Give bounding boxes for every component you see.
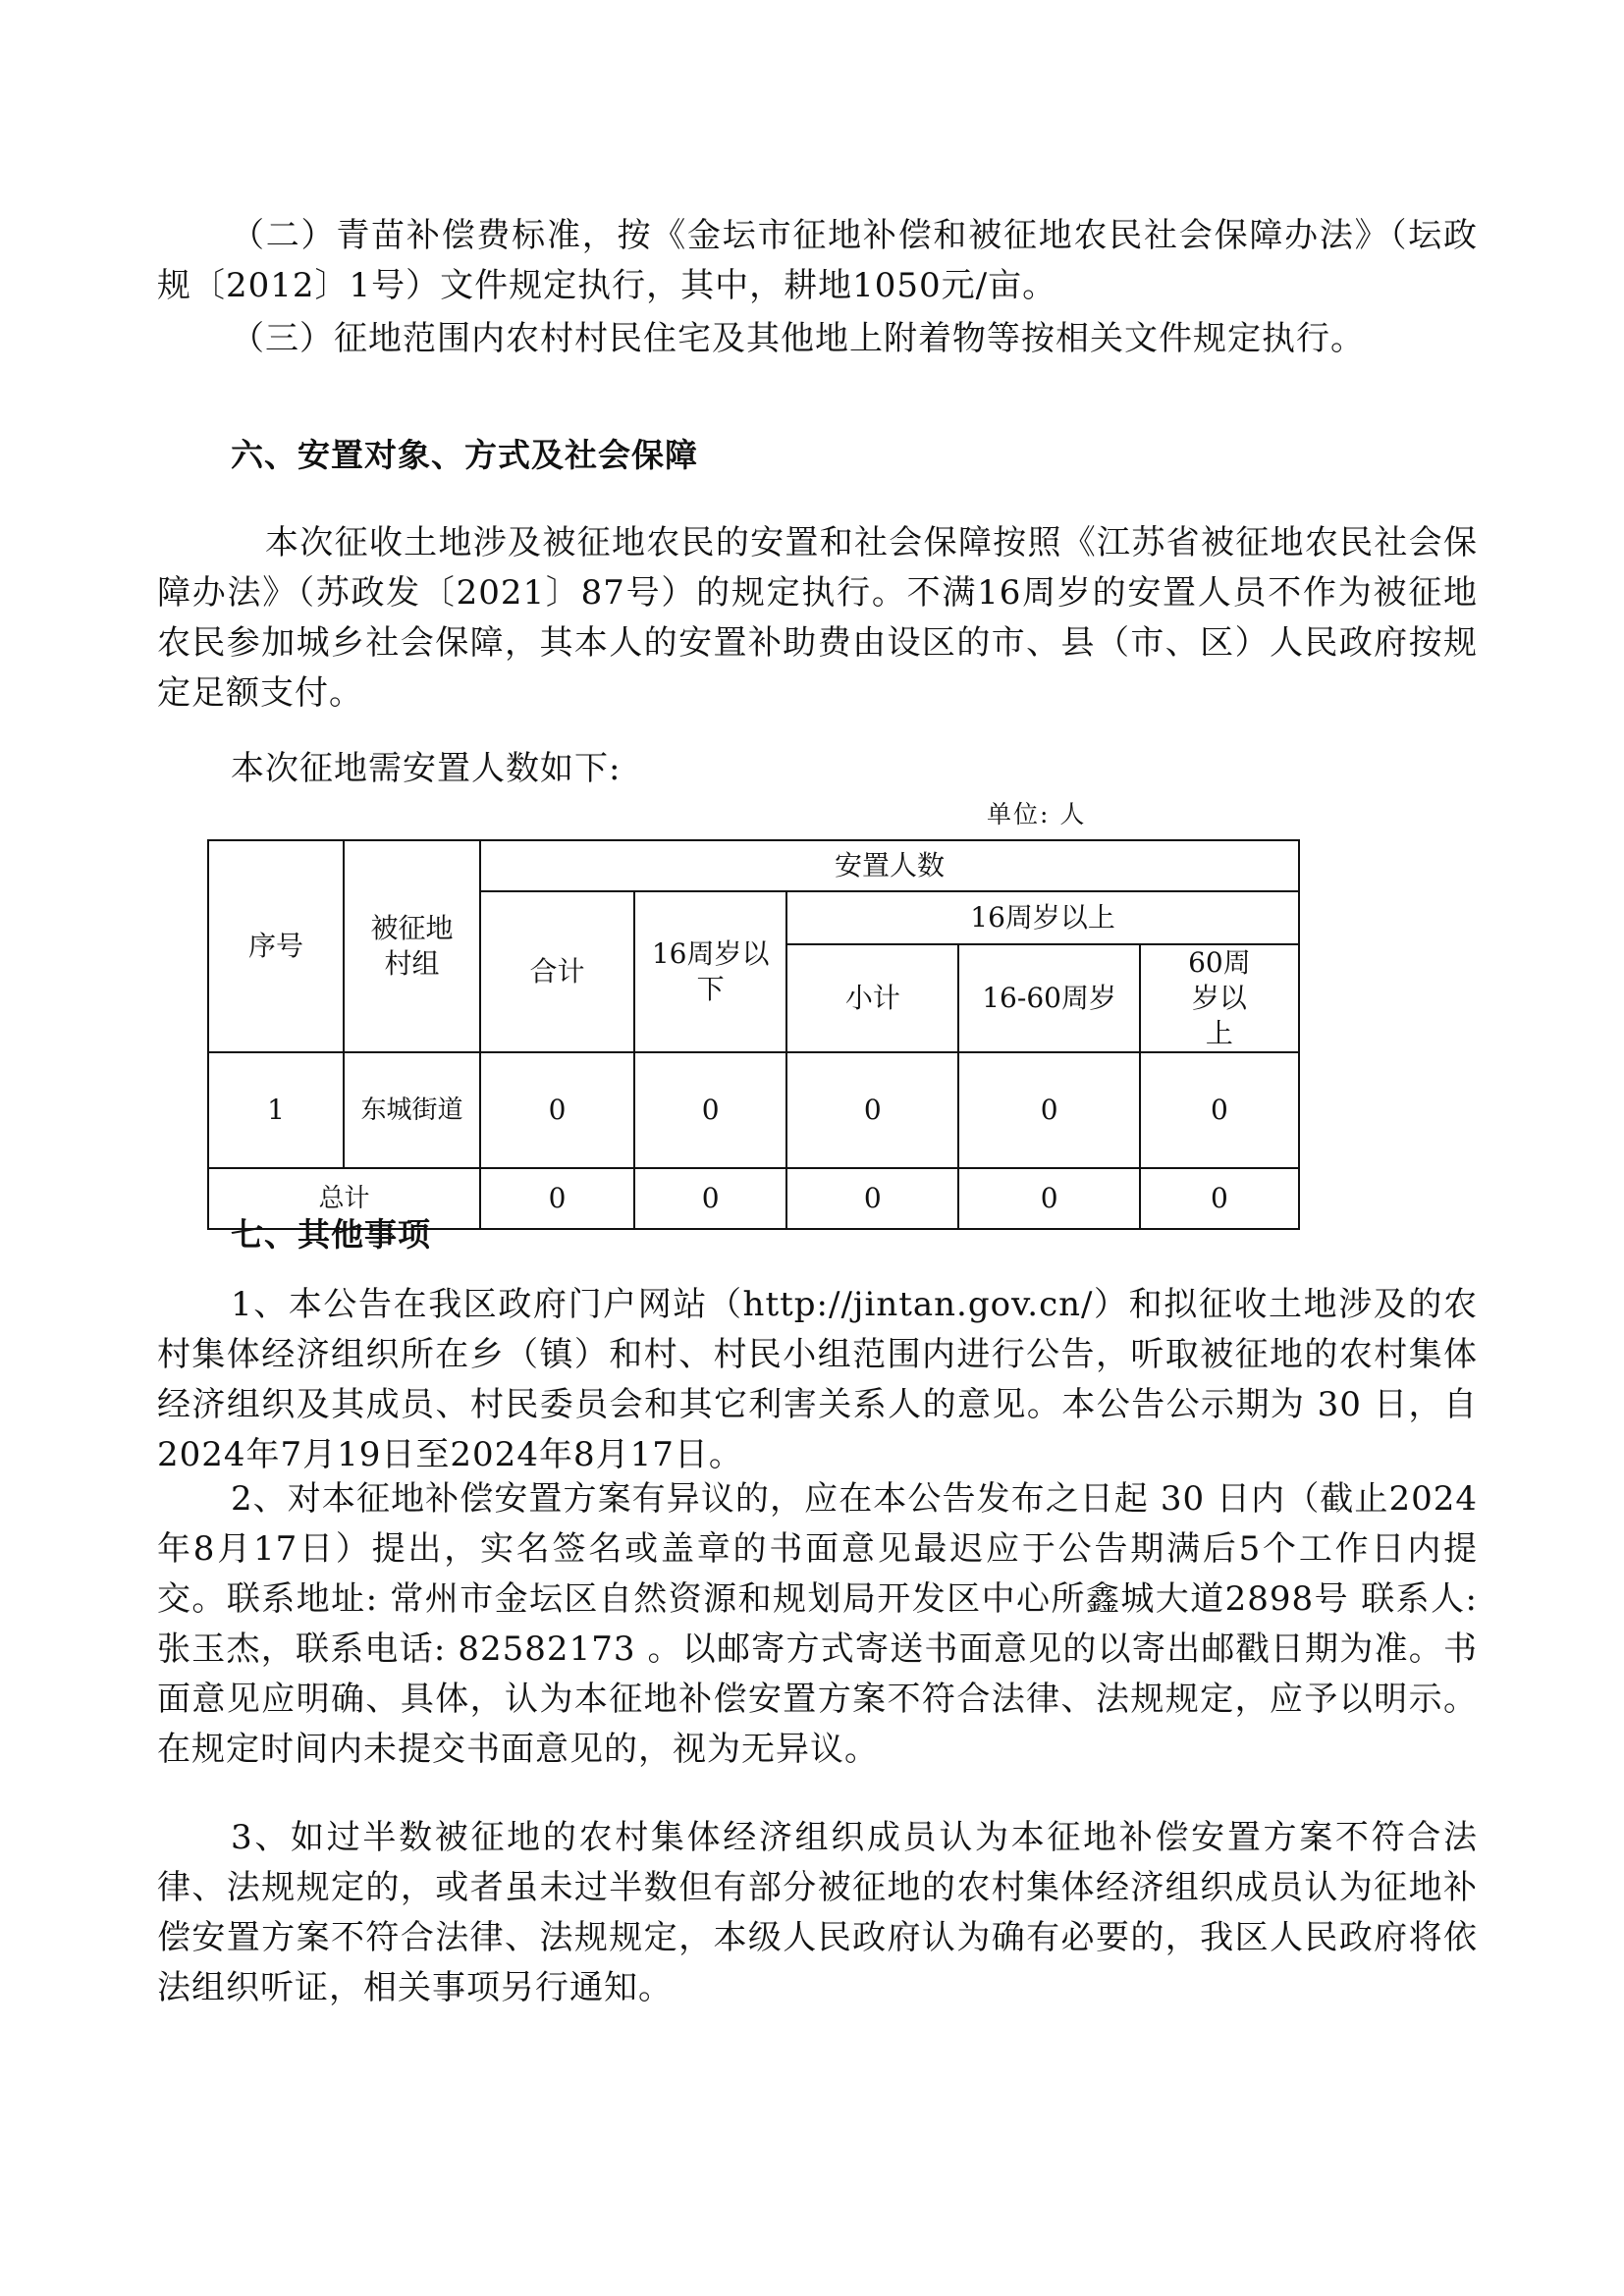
unit-label: 单位: 人 bbox=[987, 800, 1087, 828]
cell-sum-label: 总计 bbox=[208, 1168, 480, 1229]
paragraph-seedling-compensation: （二）青苗补偿费标准，按《金坛市征地补偿和被征地农民社会保障办法》（坛政规〔2012〕1号）文件规定执行，其中，耕地1050元/亩。 bbox=[157, 216, 1478, 305]
header-subtotal: 小计 bbox=[786, 944, 958, 1052]
cell-sum-over60: 0 bbox=[1140, 1168, 1299, 1229]
header-over16: 16周岁以上 bbox=[786, 891, 1299, 944]
header-seq: 序号 bbox=[208, 840, 344, 1052]
section-heading-7: 七、其他事项 bbox=[231, 1215, 431, 1254]
cell-seq: 1 bbox=[208, 1052, 344, 1168]
paragraph-social-security: 本次征收土地涉及被征地农民的安置和社会保障按照《江苏省被征地农民社会保障办法》（苏政发〔2021〕87号）的规定执行。不满16周岁的安置人员不作为被征地农民参加城乡社会保障，其本人的安置补助费由设区的市、县（市、区）人民政府按规定足额支付。 bbox=[157, 523, 1478, 713]
paragraph-resettle-count-intro: 本次征地需安置人数如下: bbox=[231, 749, 622, 788]
paragraph-publication: 1、本公告在我区政府门户网站（http://jintan.gov.cn/）和拟征收土地涉及的农村集体经济组织所在乡（镇）和村、村民小组范围内进行公告，听取被征地的农村集体经济组织及其成员、村民委员会和其它利害关系人的意见。本公告公示期为 30 日，自2024年7月19日至2024年8月17日。 bbox=[157, 1285, 1478, 1474]
cell-sum-subtotal: 0 bbox=[786, 1168, 958, 1229]
paragraph-objection: 2、对本征地补偿安置方案有异议的，应在本公告发布之日起 30 日内（截止2024年8月17日）提出，实名签名或盖章的书面意见最迟应于公告期满后5个工作日内提交。联系地址: 常州市金坛区自然资源和规划局开发区中心所鑫城大道2898号 联系人: 张玉杰，联系电话: 82582173 。以邮寄方式寄送书面意见的以寄出邮戳日期为准。书面意见应明确、具体，认为本征地补偿安置方案不符合法律、法规规定，应予以明示。在规定时间内未提交书面意见的，视为无异议。 bbox=[157, 1479, 1478, 1769]
cell-sum-total: 0 bbox=[480, 1168, 634, 1229]
paragraph-hearing: 3、如过半数被征地的农村集体经济组织成员认为本征地补偿安置方案不符合法律、法规规定的，或者虽未过半数但有部分被征地的农村集体经济组织成员认为征地补偿安置方案不符合法律、法规规定，本级人民政府认为确有必要的，我区人民政府将依法组织听证，相关事项另行通知。 bbox=[157, 1818, 1478, 2007]
cell-under16: 0 bbox=[634, 1052, 786, 1168]
cell-over60: 0 bbox=[1140, 1052, 1299, 1168]
header-16-60: 16-60周岁 bbox=[958, 944, 1139, 1052]
cell-total: 0 bbox=[480, 1052, 634, 1168]
cell-sum-16-60: 0 bbox=[958, 1168, 1139, 1229]
resettlement-table bbox=[207, 839, 1300, 1230]
cell-village: 东城街道 bbox=[344, 1052, 480, 1168]
header-village: 被征地村组 bbox=[344, 840, 480, 1052]
header-total: 合计 bbox=[480, 891, 634, 1052]
cell-subtotal: 0 bbox=[786, 1052, 958, 1168]
header-under16: 16周岁以下 bbox=[634, 891, 786, 1052]
header-resettle-count: 安置人数 bbox=[480, 840, 1299, 891]
table-row bbox=[208, 1052, 1299, 1168]
cell-sum-under16: 0 bbox=[634, 1168, 786, 1229]
cell-16-60: 0 bbox=[958, 1052, 1139, 1168]
section-heading-6: 六、安置对象、方式及社会保障 bbox=[231, 436, 698, 474]
paragraph-houses: （三）征地范围内农村村民住宅及其他地上附着物等按相关文件规定执行。 bbox=[231, 319, 1365, 358]
header-over60: 60周岁以上 bbox=[1140, 944, 1299, 1052]
